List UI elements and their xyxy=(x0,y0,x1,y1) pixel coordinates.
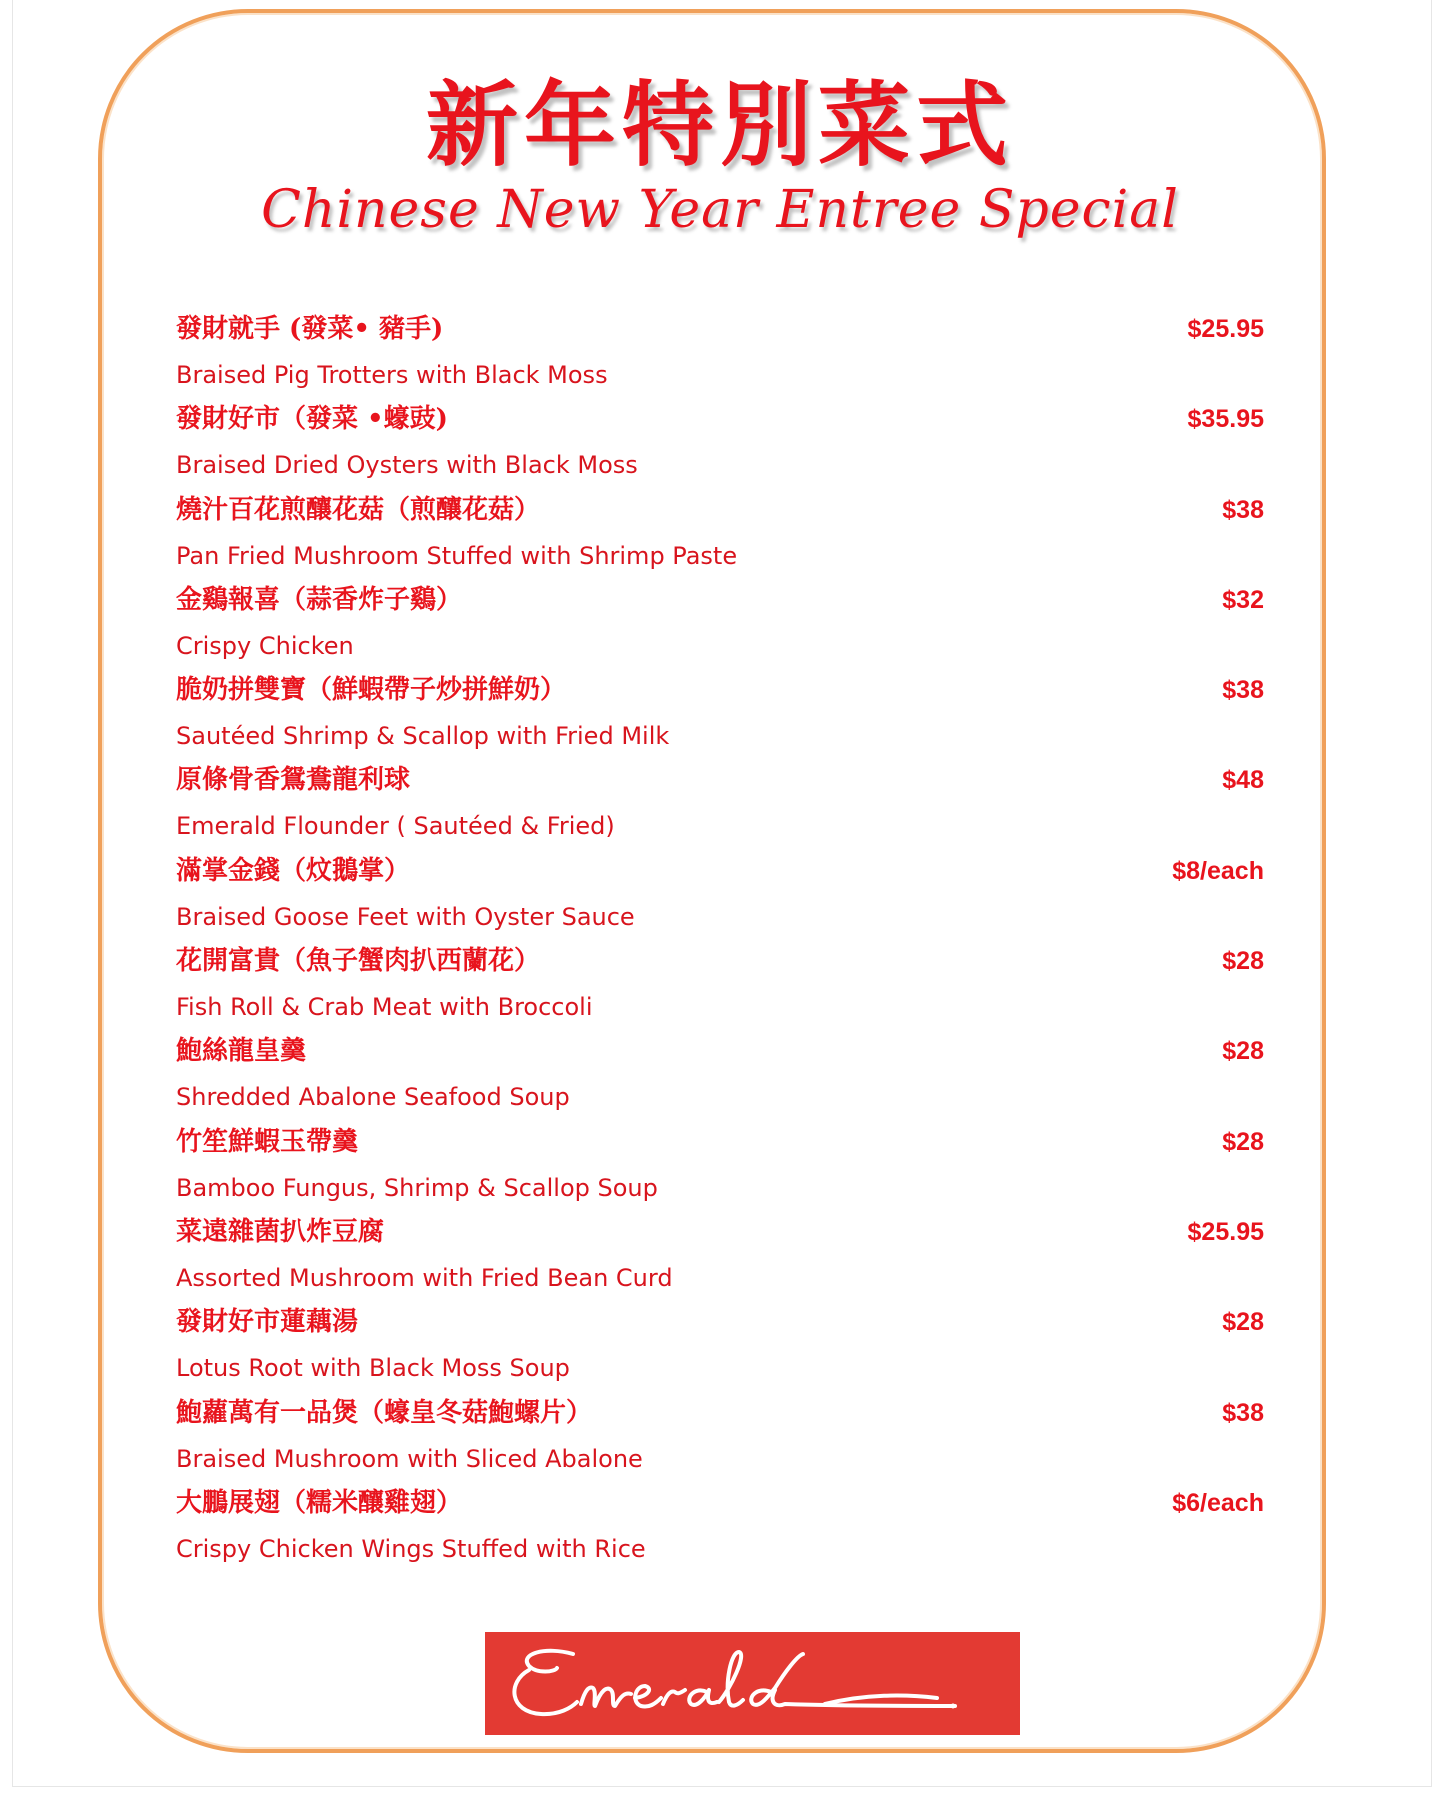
dish-price: $28 xyxy=(1222,1127,1264,1156)
dish-price: $25.95 xyxy=(1187,315,1264,343)
dish-name-english: Lotus Root with Black Moss Soup xyxy=(176,1354,570,1383)
menu-item xyxy=(176,939,1264,1029)
dish-price: $28 xyxy=(1222,1308,1264,1337)
dish-name-chinese: 金鷄報喜（蒜香炸子鷄） xyxy=(176,584,463,615)
dish-price: $28 xyxy=(1222,1037,1264,1066)
dish-name-english: Braised Dried Oysters with Black Moss xyxy=(176,451,638,480)
dish-name-english: Braised Mushroom with Sliced Abalone xyxy=(176,1444,643,1473)
menu-item xyxy=(176,758,1264,848)
dish-name-chinese: 花開富貴（魚子蟹肉扒西蘭花） xyxy=(176,946,541,977)
dish-name-chinese: 發財好市（發菜 •蠔豉) xyxy=(176,404,448,435)
dish-price: $38 xyxy=(1222,676,1264,705)
dish-name-english: Shredded Abalone Seafood Soup xyxy=(176,1083,570,1112)
dish-name-english: Emerald Flounder ( Sautéed & Fried) xyxy=(176,812,615,841)
dish-name-english: Bamboo Fungus, Shrimp & Scallop Soup xyxy=(176,1173,658,1202)
dish-price: $38 xyxy=(1222,495,1264,524)
dish-price: $38 xyxy=(1222,1398,1264,1427)
menu-item xyxy=(176,1481,1264,1571)
dish-name-chinese: 大鵬展翅（糯米釀雞翅） xyxy=(176,1487,463,1518)
menu-item xyxy=(176,1029,1264,1119)
menu-item xyxy=(176,1391,1264,1481)
menu-item xyxy=(176,1300,1264,1390)
menu-list xyxy=(176,307,1264,1571)
dish-price: $35.95 xyxy=(1187,405,1264,434)
menu-item xyxy=(176,488,1264,578)
dish-price: $32 xyxy=(1222,585,1264,614)
menu-title-english: Chinese New Year Entree Special xyxy=(261,180,1179,240)
menu-item xyxy=(176,1120,1264,1210)
dish-price: $25.95 xyxy=(1187,1217,1264,1246)
dish-name-english: Crispy Chicken xyxy=(176,631,354,660)
dish-price: $8/each xyxy=(1172,856,1264,885)
menu-item xyxy=(176,1210,1264,1300)
menu-item xyxy=(176,849,1264,939)
dish-name-chinese: 發財就手 (發菜• 豬手) xyxy=(176,314,444,344)
menu-item xyxy=(176,307,1264,397)
dish-name-chinese: 菜遠雜菌扒炸豆腐 xyxy=(176,1216,385,1247)
menu-item xyxy=(176,397,1264,487)
emerald-logo xyxy=(485,1632,1020,1735)
dish-price: $28 xyxy=(1222,947,1264,976)
dish-price: $6/each xyxy=(1172,1488,1264,1517)
dish-name-chinese: 鮑絲龍皇羹 xyxy=(176,1036,307,1067)
emerald-script-logo xyxy=(485,1632,1020,1735)
dish-name-chinese: 燒汁百花煎釀花菇（煎釀花菇） xyxy=(176,494,541,525)
dish-name-chinese: 竹笙鮮蝦玉帶羹 xyxy=(176,1126,359,1157)
dish-name-chinese: 滿掌金錢（炆鵝掌） xyxy=(176,855,411,886)
dish-name-chinese: 鮑蘿萬有一品煲（蠔皇冬菇鮑螺片） xyxy=(176,1397,593,1428)
dish-name-chinese: 脆奶拼雙寶（鮮蝦帶子炒拼鮮奶） xyxy=(176,675,567,706)
dish-name-english: Fish Roll & Crab Meat with Broccoli xyxy=(176,993,593,1022)
dish-name-english: Sautéed Shrimp & Scallop with Fried Milk xyxy=(176,722,670,751)
dish-name-english: Pan Fried Mushroom Stuffed with Shrimp Paste xyxy=(176,541,738,570)
menu-item xyxy=(176,578,1264,668)
dish-name-chinese: 原條骨香鴛鴦龍利球 xyxy=(176,765,411,796)
dish-name-chinese: 發財好市蓮藕湯 xyxy=(176,1307,359,1338)
menu-title-chinese: 新年特別菜式 xyxy=(425,72,1014,179)
menu-item xyxy=(176,668,1264,758)
dish-price: $48 xyxy=(1222,766,1264,795)
dish-name-english: Braised Pig Trotters with Black Moss xyxy=(176,361,608,389)
dish-name-english: Crispy Chicken Wings Stuffed with Rice xyxy=(176,1534,646,1563)
dish-name-english: Assorted Mushroom with Fried Bean Curd xyxy=(176,1263,673,1292)
dish-name-english: Braised Goose Feet with Oyster Sauce xyxy=(176,902,635,931)
